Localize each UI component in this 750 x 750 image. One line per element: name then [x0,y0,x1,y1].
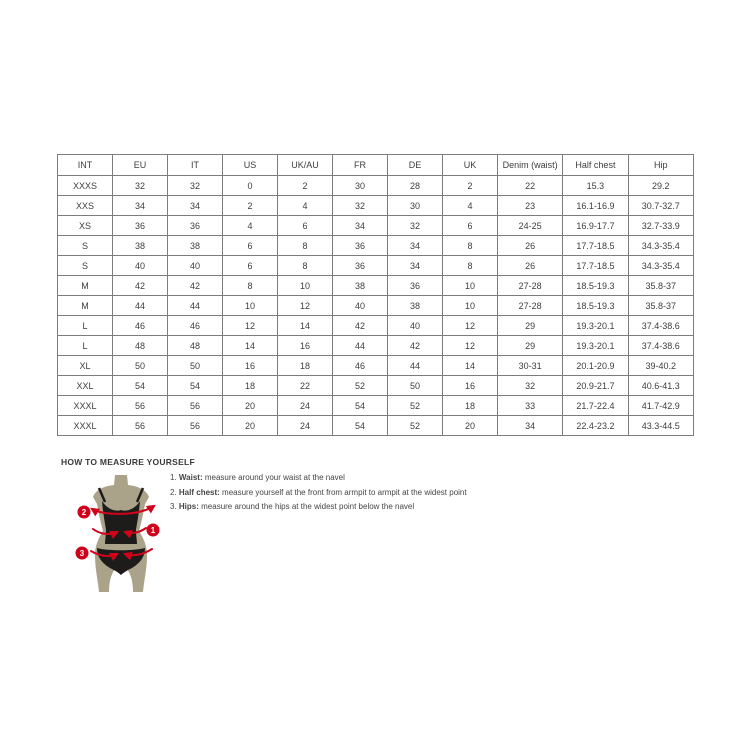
size-cell: 6 [443,216,498,236]
size-cell: 34.3-35.4 [628,256,693,276]
size-cell: 4 [443,196,498,216]
size-cell: 50 [113,356,168,376]
size-cell: 8 [443,236,498,256]
size-cell: 46 [333,356,388,376]
size-cell: 40.6-41.3 [628,376,693,396]
svg-text:2: 2 [81,508,87,517]
size-cell: 38 [168,236,223,256]
size-cell: 24 [278,396,333,416]
size-cell: 32 [498,376,563,396]
size-cell: 0 [223,176,278,196]
size-cell: 54 [113,376,168,396]
size-cell: 27-28 [498,276,563,296]
size-cell: 32 [333,196,388,216]
size-cell: 35.8-37 [628,296,693,316]
measure-step: 3. Hips: measure around the hips at the widest point below the navel [170,502,415,511]
size-cell: 37.4-38.6 [628,316,693,336]
size-cell: 30.7-32.7 [628,196,693,216]
table-header-row [58,155,694,176]
table-row [58,416,694,436]
size-cell: 17.7-18.5 [563,256,628,276]
size-cell: 44 [113,296,168,316]
size-cell: 6 [223,236,278,256]
size-cell: 33 [498,396,563,416]
column-header: INT [58,155,113,176]
size-cell: XXS [58,196,113,216]
measure-step: 1. Waist: measure around your waist at the navel [170,473,345,482]
column-header: Denim (waist) [498,155,563,176]
size-cell: 14 [223,336,278,356]
size-cell: 38 [388,296,443,316]
size-cell: 29 [498,336,563,356]
size-cell: 36 [113,216,168,236]
size-cell: 42 [333,316,388,336]
size-cell: 15.3 [563,176,628,196]
size-cell: 4 [278,196,333,216]
size-cell: 44 [388,356,443,376]
size-cell: 18.5-19.3 [563,296,628,316]
size-cell: 32 [388,216,443,236]
size-cell: 29.2 [628,176,693,196]
chest-badge [78,506,91,519]
size-cell: 52 [333,376,388,396]
table-row [58,336,694,356]
size-cell: 52 [388,416,443,436]
size-cell: 22 [278,376,333,396]
size-cell: 18 [223,376,278,396]
size-cell: 17.7-18.5 [563,236,628,256]
size-cell: 12 [443,336,498,356]
size-cell: 36 [168,216,223,236]
size-cell: 18 [443,396,498,416]
table-body [58,176,694,436]
size-cell: XXXL [58,416,113,436]
size-cell: 34 [388,236,443,256]
size-cell: 23 [498,196,563,216]
size-cell: 4 [223,216,278,236]
column-header: IT [168,155,223,176]
size-cell: 46 [113,316,168,336]
size-cell: 18.5-19.3 [563,276,628,296]
size-cell: 8 [223,276,278,296]
size-cell: 16 [443,376,498,396]
size-cell: XL [58,356,113,376]
measure-step: 2. Half chest: measure yourself at the front from armpit to armpit at the widest point [170,487,467,497]
size-cell: 40 [168,256,223,276]
size-cell: 48 [113,336,168,356]
size-cell: 20.9-21.7 [563,376,628,396]
size-cell: 2 [223,196,278,216]
size-cell: 2 [443,176,498,196]
size-table [57,154,694,436]
size-cell: 27-28 [498,296,563,316]
size-cell: 16.9-17.7 [563,216,628,236]
size-cell: 12 [443,316,498,336]
size-cell: 8 [278,236,333,256]
column-header: UK/AU [278,155,333,176]
size-cell: 30-31 [498,356,563,376]
column-header: EU [113,155,168,176]
size-cell: 38 [113,236,168,256]
column-header: FR [333,155,388,176]
size-cell: 46 [168,316,223,336]
hips-badge [76,547,89,560]
size-cell: 10 [278,276,333,296]
size-cell: 20.1-20.9 [563,356,628,376]
size-cell: 44 [168,296,223,316]
size-cell: 56 [113,396,168,416]
column-header: Hip [628,155,693,176]
size-cell: 39-40.2 [628,356,693,376]
measurement-figure [69,469,173,597]
size-cell: S [58,256,113,276]
table-row [58,216,694,236]
size-cell: 24 [278,416,333,436]
size-cell: 26 [498,236,563,256]
size-cell: 50 [388,376,443,396]
measure-steps [170,473,467,517]
size-cell: 41.7-42.9 [628,396,693,416]
size-cell: 8 [443,256,498,276]
size-cell: 30 [388,196,443,216]
size-cell: 34 [333,216,388,236]
measure-heading: HOW TO MEASURE YOURSELF [61,457,195,467]
size-cell: 28 [388,176,443,196]
table-row [58,396,694,416]
size-cell: 12 [278,296,333,316]
size-cell: 20 [443,416,498,436]
size-cell: 20 [223,416,278,436]
size-cell: 14 [278,316,333,336]
size-cell: 34 [168,196,223,216]
size-cell: 22.4-23.2 [563,416,628,436]
size-cell: 34 [388,256,443,276]
size-cell: 19.3-20.1 [563,336,628,356]
size-cell: 24-25 [498,216,563,236]
size-cell: 42 [113,276,168,296]
size-cell: 18 [278,356,333,376]
size-cell: 6 [223,256,278,276]
size-cell: 20 [223,396,278,416]
size-cell: 36 [333,256,388,276]
table-row [58,296,694,316]
size-cell: 48 [168,336,223,356]
size-cell: 16.1-16.9 [563,196,628,216]
table-row [58,256,694,276]
size-cell: 14 [443,356,498,376]
size-cell: 36 [388,276,443,296]
size-cell: XXXS [58,176,113,196]
size-cell: 10 [223,296,278,316]
size-cell: S [58,236,113,256]
column-header: DE [388,155,443,176]
size-cell: 36 [333,236,388,256]
size-cell: 34 [113,196,168,216]
size-cell: 16 [223,356,278,376]
size-cell: 43.3-44.5 [628,416,693,436]
size-cell: 42 [388,336,443,356]
measurement-figure-svg [69,469,173,597]
size-cell: 52 [388,396,443,416]
size-cell: 56 [168,416,223,436]
size-cell: 19.3-20.1 [563,316,628,336]
size-cell: 2 [278,176,333,196]
size-cell: 56 [168,396,223,416]
size-cell: 21.7-22.4 [563,396,628,416]
size-cell: 40 [113,256,168,276]
column-header: UK [443,155,498,176]
column-header: Half chest [563,155,628,176]
size-cell: 40 [333,296,388,316]
table-row [58,356,694,376]
svg-text:1: 1 [150,526,156,535]
size-cell: 32.7-33.9 [628,216,693,236]
table-row [58,196,694,216]
size-cell: 40 [388,316,443,336]
size-cell: XS [58,216,113,236]
size-cell: L [58,316,113,336]
size-cell: 22 [498,176,563,196]
size-cell: 44 [333,336,388,356]
size-cell: L [58,336,113,356]
size-cell: 30 [333,176,388,196]
size-cell: 50 [168,356,223,376]
size-cell: 29 [498,316,563,336]
size-cell: 8 [278,256,333,276]
size-cell: 16 [278,336,333,356]
size-cell: 26 [498,256,563,276]
size-cell: 6 [278,216,333,236]
table-row [58,276,694,296]
size-cell: 10 [443,296,498,316]
size-cell: 10 [443,276,498,296]
size-cell: 54 [333,416,388,436]
size-cell: XXXL [58,396,113,416]
size-cell: 38 [333,276,388,296]
size-cell: 32 [168,176,223,196]
size-cell: 35.8-37 [628,276,693,296]
waist-badge [147,524,160,537]
size-cell: 34.3-35.4 [628,236,693,256]
size-cell: 42 [168,276,223,296]
size-cell: 37.4-38.6 [628,336,693,356]
size-cell: XXL [58,376,113,396]
table-row [58,376,694,396]
size-cell: M [58,276,113,296]
size-cell: 12 [223,316,278,336]
table-row [58,176,694,196]
svg-text:3: 3 [79,549,85,558]
size-cell: 54 [333,396,388,416]
size-cell: 56 [113,416,168,436]
size-cell: 54 [168,376,223,396]
size-cell: 34 [498,416,563,436]
size-cell: M [58,296,113,316]
column-header: US [223,155,278,176]
table-row [58,316,694,336]
table-row [58,236,694,256]
size-cell: 32 [113,176,168,196]
